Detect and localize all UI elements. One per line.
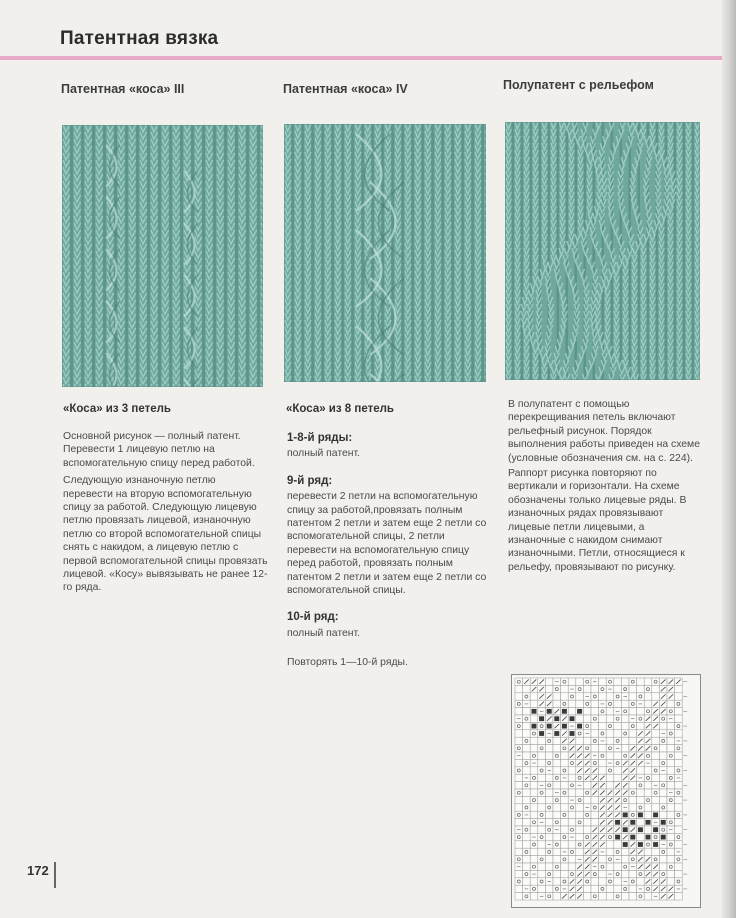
page-number-divider: [54, 862, 56, 888]
title-underline: [0, 56, 722, 60]
column-1-paragraph-1: Основной рисунок — полный патент. Перевести 1 лицевую петлю на вспомогательную спицу перед работой.: [63, 431, 255, 469]
column-2-text: [287, 432, 491, 684]
row-text-9: перевести 2 петли на вспомогательную спицу за работой,провязать полным патентом 2 петли и затем еще 2 петли со вспомогательной спицы, 2 петли перевести на вспомогательную спицу перед работой, провязать полным патентом 2 петли и затем еще 2 петли со вспомогательной спицы.: [287, 491, 487, 597]
column-2-subheading: «Коса» из 8 петель: [286, 403, 394, 415]
column-3-heading: Полупатент с рельефом: [503, 78, 654, 92]
column-1-heading: Патентная «коса» III: [61, 82, 185, 96]
row-text-10: полный патент.: [287, 627, 360, 639]
column-3-paragraph-2: Раппорт рисунка повторяют по вертикали и горизонтали. На схеме обозначены только лицевые ряды. В изнаночных рядах провязывают лицевые петли лицевыми, а изнаночные с накидом снимают изнаночными. Петли, относящиеся к рельефу, провязывают по рисунку.: [508, 468, 687, 573]
column-3-paragraph-1: В полупатент с помощью перекрещивания петель включают рельефный рисунок. Порядок выполнения работы приведен на схеме (условные обозначения см. на с. 224).: [508, 399, 700, 464]
knit-swatch-cable-3: [62, 125, 263, 387]
column-2-heading: Патентная «коса» IV: [283, 82, 408, 96]
repeat-note: Повторять 1—10-й ряды.: [287, 657, 408, 669]
page-title: Патентная вязка: [60, 28, 219, 49]
row-label-10: 10-й ряд:: [287, 611, 339, 624]
knit-swatch-cable-8: [284, 124, 486, 382]
book-spine-shadow: [722, 0, 736, 918]
row-label-1-8: 1-8-й ряды:: [287, 432, 353, 444]
column-1-text: [63, 430, 268, 609]
column-1-subheading: «Коса» из 3 петель: [63, 403, 171, 415]
row-text-1-8: полный патент.: [287, 448, 360, 460]
column-1-paragraph-2: Следующую изнаночную петлю перевести на вторую вспомогательную спицу за работой. Следующую лицевую петлю провязать лицевой, изнаночную петлю со второй вспомогательной спицы снять с накидом, а лицевую петлю с первой вспомогательной спицы провязать лицевой. «Косу» вывязывать не ранее 12-го ряда.: [63, 475, 268, 594]
knit-swatch-half-fisherman-relief: [505, 122, 700, 380]
row-label-9: 9-й ряд:: [287, 474, 333, 487]
column-3-text: [508, 398, 704, 588]
knitting-chart: [511, 674, 701, 908]
page-number: 172: [27, 863, 49, 878]
